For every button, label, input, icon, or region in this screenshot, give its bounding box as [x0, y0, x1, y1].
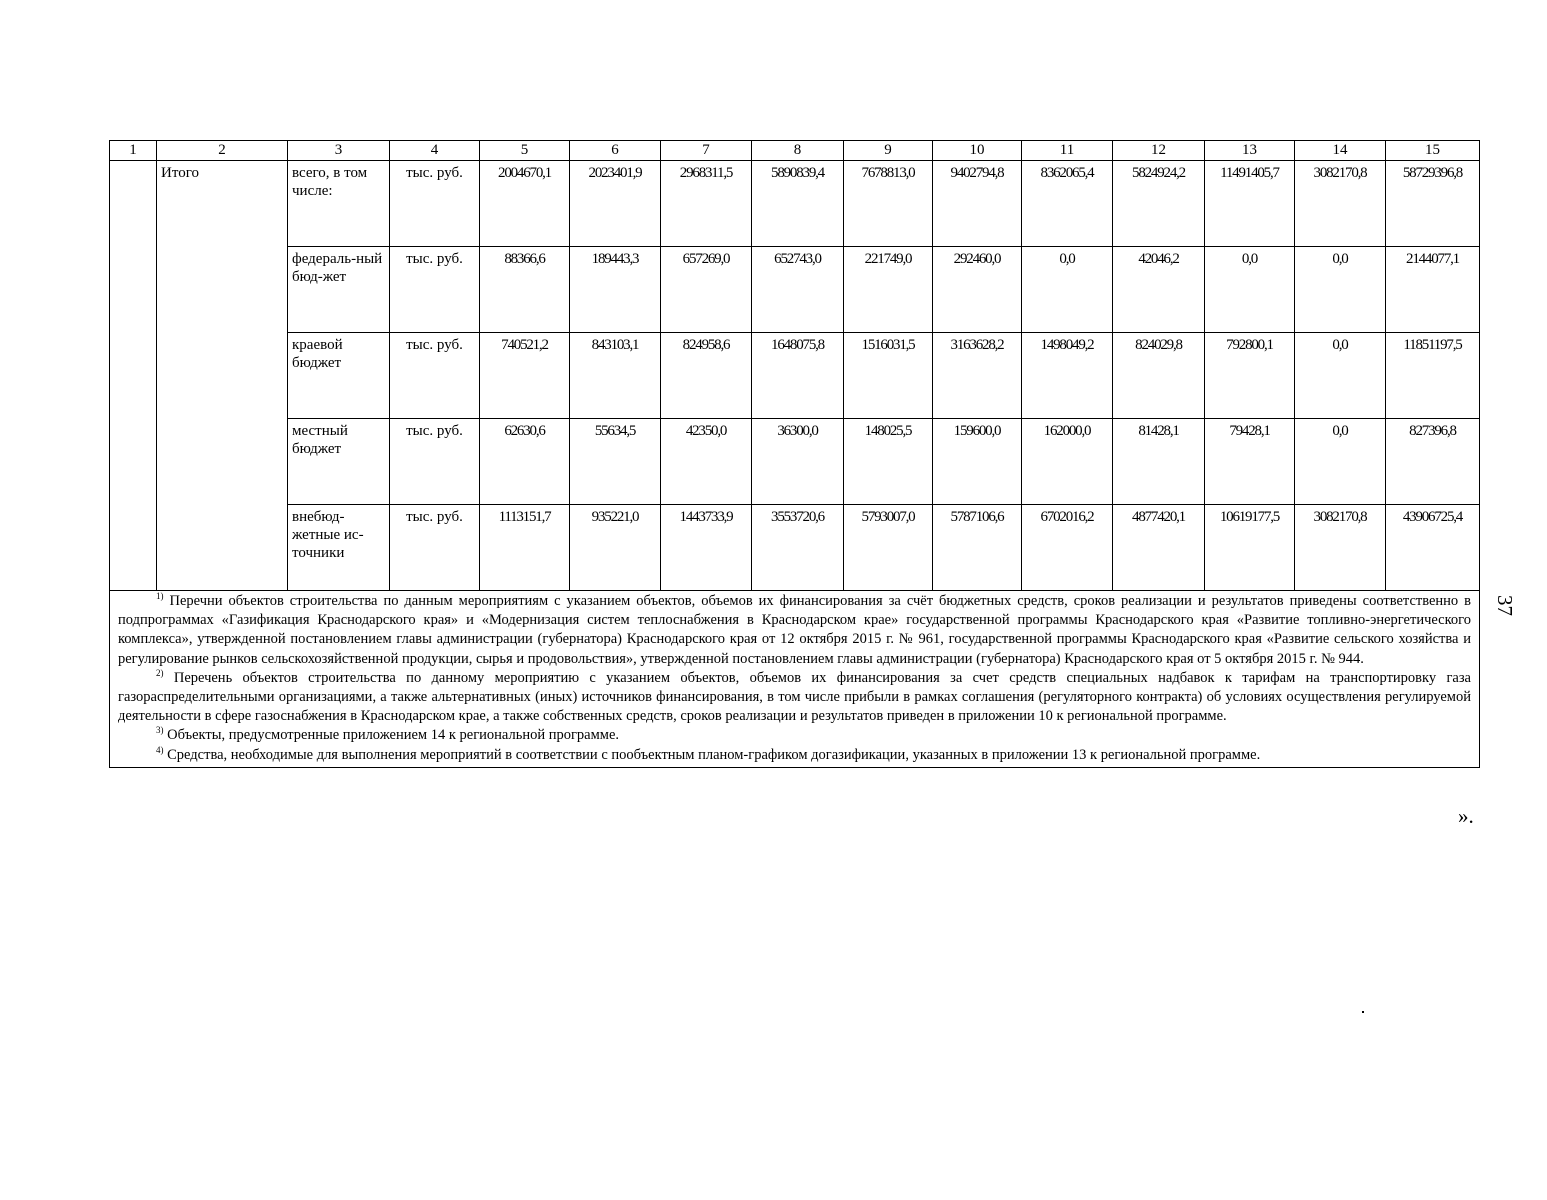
- value-cell: 3082170,8: [1295, 505, 1386, 591]
- header-cell: 3: [288, 141, 390, 161]
- footnote: [118, 726, 1471, 745]
- value-cell: 5787106,6: [933, 505, 1022, 591]
- value-cell: 2968311,5: [661, 161, 752, 247]
- value-cell: 0,0: [1022, 247, 1113, 333]
- footnote-text: Перечень объектов строительства по данному мероприятию с указанием объектов, объемов их финансирования за счет средств специальных надбавок к тарифам на транспортировку газа газораспределительными организациями, а также альтернативных (иных) источников финансирования, в том числе прибыли в рамках соглашения (регуляторного контракта) об условиях осуществления регулируемой деятельности в сфере газоснабжения в Краснодарском крае, а также собственных средств, сроков реализации и результатов приведен в приложении 10 к региональной программе.: [118, 669, 1471, 725]
- footnote-marker: 4): [156, 744, 164, 755]
- footnote-marker: 2): [156, 667, 164, 678]
- row-number-cell: [110, 161, 157, 591]
- header-row: [110, 141, 1480, 161]
- value-cell: 5793007,0: [844, 505, 933, 591]
- footnote: [118, 592, 1471, 669]
- header-cell: 14: [1295, 141, 1386, 161]
- value-cell: 62630,6: [480, 419, 570, 505]
- header-cell: 13: [1205, 141, 1295, 161]
- header-cell: 10: [933, 141, 1022, 161]
- footnote-text: Объекты, предусмотренные приложением 14 к региональной программе.: [167, 727, 620, 744]
- budget-source-label: федераль-ный бюд-жет: [288, 247, 390, 333]
- value-cell: 9402794,8: [933, 161, 1022, 247]
- speck: [1362, 1011, 1364, 1013]
- unit-cell: тыс. руб.: [390, 161, 480, 247]
- table-row: [110, 333, 1480, 419]
- header-cell: 6: [570, 141, 661, 161]
- footnote: [118, 746, 1471, 765]
- value-cell: 81428,1: [1113, 419, 1205, 505]
- header-cell: 12: [1113, 141, 1205, 161]
- value-cell: 792800,1: [1205, 333, 1295, 419]
- itogo-label: Итого: [157, 161, 288, 591]
- value-cell: 657269,0: [661, 247, 752, 333]
- value-cell: 159600,0: [933, 419, 1022, 505]
- value-cell: 42046,2: [1113, 247, 1205, 333]
- budget-source-label: краевой бюджет: [288, 333, 390, 419]
- value-cell: 824029,8: [1113, 333, 1205, 419]
- footnote-text: Средства, необходимые для выполнения мероприятий в соответствии с пообъектным планом-графиком догазификации, указанных в приложении 13 к региональной программе.: [167, 746, 1261, 763]
- value-cell: 162000,0: [1022, 419, 1113, 505]
- unit-cell: тыс. руб.: [390, 419, 480, 505]
- header-cell: 8: [752, 141, 844, 161]
- value-cell: 10619177,5: [1205, 505, 1295, 591]
- budget-source-label: всего, в том числе:: [288, 161, 390, 247]
- table-row: [110, 247, 1480, 333]
- value-cell: 4877420,1: [1113, 505, 1205, 591]
- value-cell: 652743,0: [752, 247, 844, 333]
- value-cell: 2023401,9: [570, 161, 661, 247]
- header-cell: 2: [157, 141, 288, 161]
- footnote: [118, 669, 1471, 727]
- value-cell: 221749,0: [844, 247, 933, 333]
- closing-quote: ».: [1458, 804, 1474, 828]
- header-cell: 4: [390, 141, 480, 161]
- unit-cell: тыс. руб.: [390, 505, 480, 591]
- unit-cell: тыс. руб.: [390, 247, 480, 333]
- value-cell: 55634,5: [570, 419, 661, 505]
- financing-table: [109, 140, 1480, 768]
- value-cell: 3163628,2: [933, 333, 1022, 419]
- budget-source-label: местный бюджет: [288, 419, 390, 505]
- value-cell: 1443733,9: [661, 505, 752, 591]
- unit-cell: тыс. руб.: [390, 333, 480, 419]
- value-cell: 5890839,4: [752, 161, 844, 247]
- value-cell: 0,0: [1205, 247, 1295, 333]
- value-cell: 3082170,8: [1295, 161, 1386, 247]
- value-cell: 843103,1: [570, 333, 661, 419]
- value-cell: 935221,0: [570, 505, 661, 591]
- value-cell: 79428,1: [1205, 419, 1295, 505]
- footnote-text: Перечни объектов строительства по данным мероприятиям с указанием объектов, объемов их финансирования за счёт бюджетных средств, сроков реализации и результатов приведены соответственно в подпрограммах «Газификация Краснодарского края» и «Модернизация систем теплоснабжения в Краснодарском крае» государственной программы Краснодарского края «Развитие топливно-энергетического комплекса», утвержденной постановлением главы администрации (губернатора) Краснодарского края от 12 октября 2015 г. № 961, государственной программы Краснодарского края «Развитие сельского хозяйства и регулирование рынков сельскохозяйственной продукции, сырья и продовольствия», утвержденной постановлением главы администрации (губернатора) Краснодарского края от 5 октября 2015 г. № 944.: [118, 593, 1472, 667]
- value-cell: 827396,8: [1386, 419, 1480, 505]
- value-cell: 292460,0: [933, 247, 1022, 333]
- value-cell: 0,0: [1295, 419, 1386, 505]
- header-cell: 7: [661, 141, 752, 161]
- footnotes-row: [110, 591, 1480, 768]
- value-cell: 11491405,7: [1205, 161, 1295, 247]
- value-cell: 8362065,4: [1022, 161, 1113, 247]
- header-cell: 5: [480, 141, 570, 161]
- footnotes: [110, 591, 1480, 768]
- value-cell: 36300,0: [752, 419, 844, 505]
- table-row: [110, 419, 1480, 505]
- value-cell: 1113151,7: [480, 505, 570, 591]
- header-cell: 11: [1022, 141, 1113, 161]
- value-cell: 3553720,6: [752, 505, 844, 591]
- value-cell: 1648075,8: [752, 333, 844, 419]
- value-cell: 189443,3: [570, 247, 661, 333]
- value-cell: 88366,6: [480, 247, 570, 333]
- footnote-marker: 3): [156, 725, 164, 736]
- value-cell: 6702016,2: [1022, 505, 1113, 591]
- value-cell: 42350,0: [661, 419, 752, 505]
- footnote-marker: 1): [156, 591, 164, 602]
- value-cell: 43906725,4: [1386, 505, 1480, 591]
- value-cell: 740521,2: [480, 333, 570, 419]
- value-cell: 824958,6: [661, 333, 752, 419]
- value-cell: 1498049,2: [1022, 333, 1113, 419]
- value-cell: 2144077,1: [1386, 247, 1480, 333]
- value-cell: 7678813,0: [844, 161, 933, 247]
- value-cell: 1516031,5: [844, 333, 933, 419]
- budget-source-label: внебюд-жетные ис-точники: [288, 505, 390, 591]
- value-cell: 0,0: [1295, 247, 1386, 333]
- header-cell: 9: [844, 141, 933, 161]
- value-cell: 148025,5: [844, 419, 933, 505]
- value-cell: 2004670,1: [480, 161, 570, 247]
- table-row: [110, 505, 1480, 591]
- value-cell: 11851197,5: [1386, 333, 1480, 419]
- table-row: [110, 161, 1480, 247]
- page-number: 37: [1493, 595, 1517, 616]
- value-cell: 58729396,8: [1386, 161, 1480, 247]
- header-cell: 1: [110, 141, 157, 161]
- header-cell: 15: [1386, 141, 1480, 161]
- value-cell: 0,0: [1295, 333, 1386, 419]
- value-cell: 5824924,2: [1113, 161, 1205, 247]
